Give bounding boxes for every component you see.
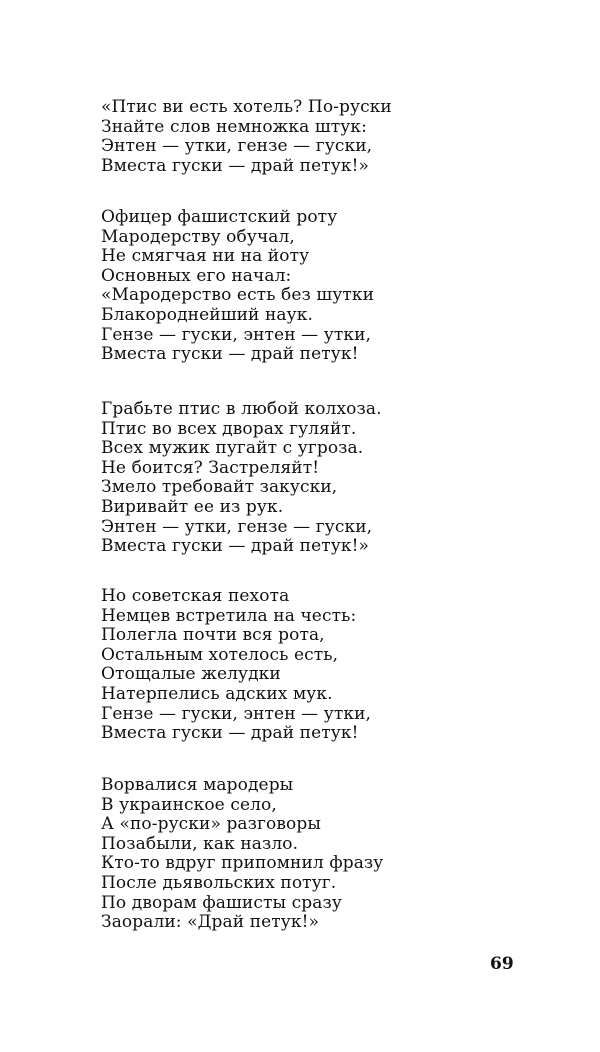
stanza-5	[101, 776, 521, 933]
stanza-2-line-7: Гензе — гуски, энтен — утки,	[101, 324, 372, 345]
stanza-2	[101, 208, 521, 365]
stanza-5-line-7: По дворам фашисты сразу	[101, 892, 342, 913]
stanza-3-line-2: Птис во всех дворах гуляйт.	[101, 418, 357, 439]
stanza-3-line-6: Виривайт ее из рук.	[101, 496, 284, 517]
stanza-3-line-8: Вместа гуски — драй петук!»	[101, 536, 370, 557]
stanza-4-line-1: Но советская пехота	[101, 586, 290, 606]
stanza-3-line-4: Не боится? Застреляйт!	[101, 457, 320, 478]
stanza-5-line-1: Ворвалися мародеры	[101, 775, 294, 795]
stanza-4-line-6: Натерпелись адских мук.	[101, 683, 333, 704]
stanza-2-line-8: Вместа гуски — драй петук!	[101, 344, 359, 365]
stanza-4-line-2: Немцев встретила на честь:	[101, 605, 357, 626]
stanza-4-line-7: Гензе — гуски, энтен — утки,	[101, 703, 372, 724]
stanza-4-line-8: Вместа гуски — драй петук!	[101, 723, 359, 744]
stanza-5-line-6: После дьявольских потуг.	[101, 872, 337, 893]
stanza-1	[101, 98, 521, 176]
stanza-2-line-5: «Мародерство есть без шутки	[101, 285, 375, 306]
stanza-3-line-1: Грабьте птис в любой колхоза.	[101, 399, 382, 419]
stanza-3-line-7: Энтен — утки, гензе — гуски,	[101, 516, 373, 537]
stanza-5-line-3: А «по-руски» разговоры	[101, 814, 322, 835]
stanza-3-line-5: Змело требовайт закуски,	[101, 477, 338, 498]
page-number: 69	[490, 954, 514, 974]
stanza-5-line-2: В украинское село,	[101, 794, 277, 815]
stanza-2-line-2: Мародерству обучал,	[101, 226, 295, 247]
stanza-3-line-3: Всех мужик пугайт с угроза.	[101, 438, 364, 459]
stanza-4	[101, 587, 521, 744]
stanza-5-line-8: Заорали: «Драй петук!»	[101, 912, 320, 933]
stanza-1-line-2: Знайте слов немножка штук:	[101, 116, 367, 137]
stanza-2-line-6: Блакороднейший наук.	[101, 304, 313, 325]
stanza-3	[101, 400, 521, 557]
stanza-4-line-4: Остальным хотелось есть,	[101, 644, 339, 665]
stanza-2-line-1: Офицер фашистский роту	[101, 207, 338, 227]
stanza-1-line-4: Вместа гуски — драй петук!»	[101, 155, 370, 176]
stanza-4-line-3: Полегла почти вся рота,	[101, 625, 325, 646]
stanza-5-line-5: Кто-то вдруг припомнил фразу	[101, 853, 384, 874]
stanza-4-line-5: Отощалые желудки	[101, 664, 281, 685]
stanza-1-line-3: Энтен — утки, гензе — гуски,	[101, 136, 373, 157]
stanza-1-line-1: «Птис ви есть хотель? По-руски	[101, 97, 392, 117]
stanza-2-line-4: Основных его начал:	[101, 265, 292, 286]
stanza-2-line-3: Не смягчая ни на йоту	[101, 246, 310, 267]
stanza-5-line-4: Позабыли, как назло.	[101, 833, 299, 854]
